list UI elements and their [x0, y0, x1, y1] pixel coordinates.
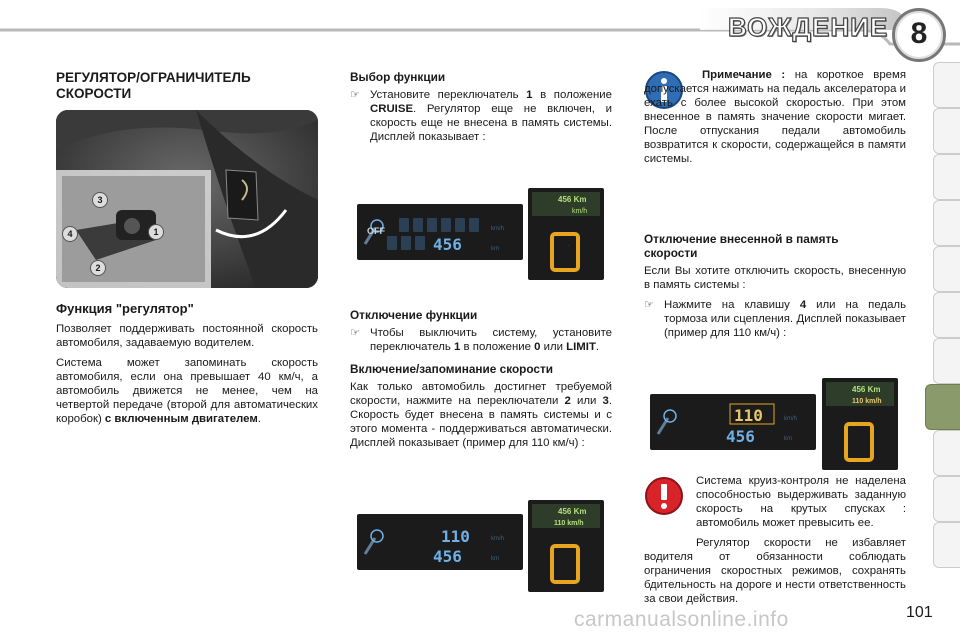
bullet-hand-icon: ☞: [350, 326, 360, 339]
set-speed-small: 110 km/h: [852, 398, 882, 405]
set-speed-small: 110 km/h: [554, 520, 584, 527]
display-gear-panel-2: [528, 500, 604, 592]
section-title: [56, 70, 318, 102]
km-label: km: [784, 436, 792, 442]
paragraph-intro: Позволяет поддерживать постоянной скорость автомобиля, задаваемую водителем.: [56, 323, 318, 349]
warning-block: [644, 474, 906, 612]
side-tab[interactable]: [933, 476, 960, 522]
side-tab[interactable]: [933, 522, 960, 568]
select-function-heading: Выбор функции: [350, 70, 446, 84]
set-speed-value: 110: [441, 527, 470, 546]
display-memory-off: [650, 394, 816, 450]
warning-paragraph-1: Система круиз-контроля не наделена способностью выдерживать заданную скорость на крутых спусках : автомобиль может превысить ее.: [696, 475, 906, 529]
side-tab[interactable]: [933, 62, 960, 108]
chapter-title: ВОЖДЕНИЕ: [728, 12, 889, 42]
left-column: [56, 70, 318, 102]
disable-function-step: ☞ Чтобы выключить систему, установите переключатель 1 в положение 0 или LIMIT.: [350, 326, 612, 353]
side-tab[interactable]: [933, 292, 960, 338]
kmh-small: km/h: [572, 208, 588, 215]
display-speed-set: [357, 514, 523, 570]
callout-2: 2: [90, 260, 106, 276]
section-title-line2: СКОРОСТИ: [56, 86, 132, 101]
kmh-label: km/h: [491, 226, 505, 232]
memory-off-block: [644, 232, 906, 346]
callout-3: 3: [92, 192, 108, 208]
side-tab[interactable]: [933, 430, 960, 476]
disable-function-heading: Отключение функции: [350, 308, 478, 322]
display-off-state: [357, 204, 523, 260]
side-tab-active[interactable]: [925, 384, 960, 430]
page-number: 101: [906, 604, 933, 621]
select-function-step: ☞ Установите переключатель 1 в положение CRUISE. Регулятор еще не включен, и скорость еще не внесена в память системы. Дисплей показывает :: [350, 88, 612, 143]
enable-speed-heading: Включение/запоминание скорости: [350, 362, 554, 376]
side-tab[interactable]: [933, 338, 960, 384]
bullet-hand-icon: ☞: [644, 298, 654, 311]
off-label: OFF: [367, 226, 385, 236]
odometer-value: 456: [726, 427, 755, 446]
side-tab[interactable]: [933, 246, 960, 292]
gear-letter: D: [568, 246, 569, 247]
middle-column-bottom: [350, 308, 612, 456]
enable-speed-text: Как только автомобиль достигнет требуемой скорости, нажмите на переключатели 2 или 3. Скорость будет внесена в память системы и с этого момента - поддерживаться автоматически. Дисплей показывает (пример для 110 км/ч) :: [350, 381, 613, 449]
note-label: Примечание :: [702, 69, 786, 81]
range-value: 456 Km: [558, 507, 587, 516]
kmh-label: km/h: [784, 416, 798, 422]
chapter-number: 8: [892, 8, 946, 62]
display-gear-panel-1: [528, 188, 604, 280]
note-paragraph: Примечание : на короткое время допускается нажимать на педаль акселератора и ехать с более высокой скоростью. При этом внесенное в память значение скорости мигает. После отпускания педали автомобиль возвратится к скорости, содержащейся в памяти системы.: [644, 69, 906, 165]
memory-off-heading: Отключение внесенной в память скорости: [644, 232, 839, 260]
side-tab[interactable]: [933, 108, 960, 154]
paragraph-memory: Система может запоминать скорость автомобиля, если она превышает 40 км/ч, а автомобиль движется не менее, чем на четвертой передаче (второй для автоматических коробок) с включенным двигателем.: [56, 357, 318, 425]
middle-column-top: [350, 70, 612, 150]
odometer-value: 456: [433, 547, 462, 566]
range-value: 456 Km: [558, 195, 587, 204]
set-speed-value: 110: [734, 406, 763, 425]
chapter-side-tabs: [926, 62, 960, 582]
cruise-control-stalk-photo: [56, 110, 318, 288]
note-block: [644, 68, 906, 172]
range-value: 456 Km: [852, 385, 881, 394]
side-tab[interactable]: [933, 154, 960, 200]
warning-paragraph-2: Регулятор скорости не избавляет водителя от обязанности соблюдать ограничения скоростных режимов, сохранять бдительность на дороге и нести ответственность за свои действия.: [644, 537, 906, 605]
bullet-hand-icon: ☞: [350, 88, 360, 101]
odometer-value: 456: [433, 235, 462, 254]
side-tab[interactable]: [933, 200, 960, 246]
memory-off-step: ☞ Нажмите на клавишу 4 или на педаль тормоза или сцепления. Дисплей показывает (пример для 110 км/ч) :: [644, 298, 907, 339]
km-label: km: [491, 556, 499, 562]
km-label: km: [491, 246, 499, 252]
memory-off-text: Если Вы хотите отключить скорость, внесенную в память системы :: [644, 265, 906, 291]
section-title-line1: РЕГУЛЯТОР/ОГРАНИЧИТЕЛЬ: [56, 70, 251, 85]
callout-1: 1: [148, 224, 164, 240]
function-heading: Функция "регулятор": [56, 301, 194, 316]
left-column-text: [56, 302, 318, 432]
display-gear-panel-3: [822, 378, 898, 470]
emphasis-engine-on: с включенным двигателем: [104, 413, 258, 425]
watermark: carmanualsonline.info: [574, 608, 789, 631]
callout-4: 4: [62, 226, 78, 242]
kmh-label: km/h: [491, 536, 505, 542]
